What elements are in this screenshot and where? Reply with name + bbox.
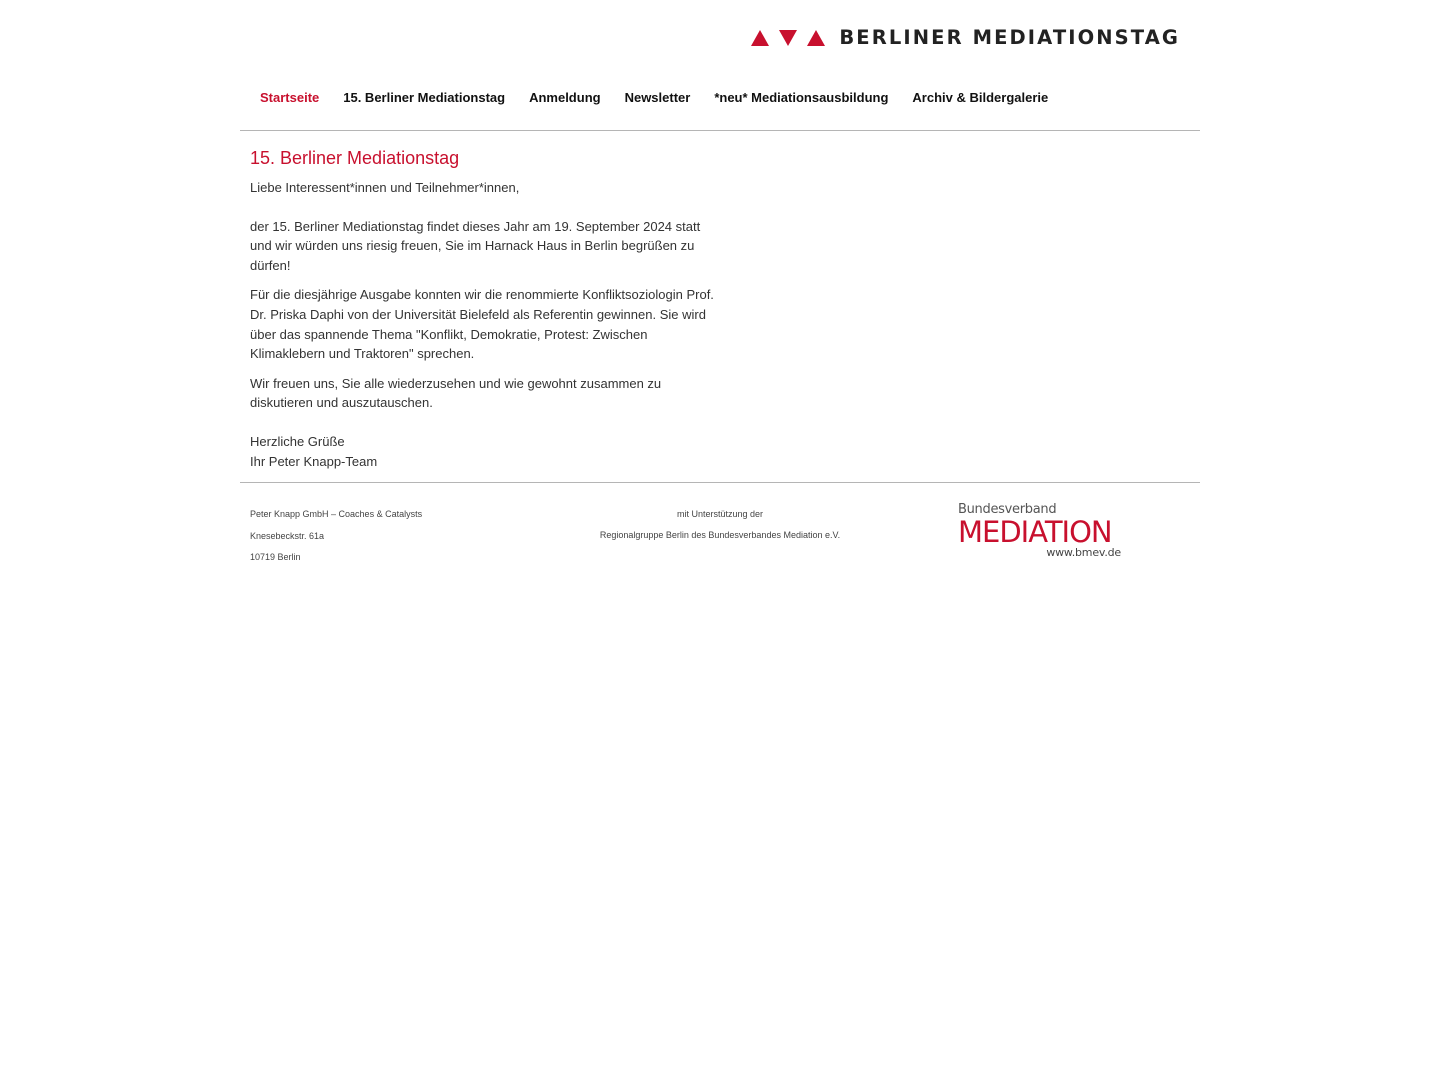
footer-street: Knesebeckstr. 61a xyxy=(250,530,325,541)
footer-support xyxy=(560,508,880,550)
bv-logo-url: www.bmev.de xyxy=(1046,546,1121,559)
footer-support-line2: Regionalgruppe Berlin des Bundesverbandes Mediation e.V. xyxy=(599,530,841,540)
footer-city: 10719 Berlin xyxy=(250,552,301,562)
footer-divider xyxy=(240,482,1200,483)
page-title: 15. Berliner Mediationstag xyxy=(250,148,460,168)
nav-item-mediationsausbildung[interactable]: *neu* Mediationsausbildung xyxy=(714,90,889,105)
intro-paragraph: der 15. Berliner Mediationstag findet dieses Jahr am 19. September 2024 statt und wir würden uns riesig freuen, Sie im Harnack Haus in Berlin begrüßen zu dürfen! xyxy=(250,218,701,273)
page-container xyxy=(240,0,1200,1080)
speaker-paragraph: Für die diesjährige Ausgabe konnten wir die renommierte Konfliktsoziologin Prof. Dr. Priska Daphi von der Universität Bielefeld als Referentin gewinnen. Sie wird über das spannende Thema "Konflikt, Demokratie, Protest: Zwischen Klimaklebern und Traktoren" sprechen. xyxy=(250,287,714,362)
nav-item-newsletter[interactable]: Newsletter xyxy=(624,90,691,105)
closing-paragraph: Wir freuen uns, Sie alle wiederzusehen und wie gewohnt zusammen zu diskutieren und auszutauschen. xyxy=(250,375,662,411)
logo-text: BERLINER MEDIATIONSTAG xyxy=(839,26,1180,49)
triangles-logo-icon xyxy=(751,29,827,47)
footer-company: Peter Knapp GmbH – Coaches & Catalysts xyxy=(250,509,423,519)
greeting-text: Liebe Interessent*innen und Teilnehmer*innen, xyxy=(250,180,520,195)
nav-item-berliner-mediationstag[interactable]: 15. Berliner Mediationstag xyxy=(343,90,506,105)
footer-address xyxy=(250,508,422,573)
footer-support-line1: mit Unterstützung der xyxy=(676,509,764,519)
closing-greeting: Herzliche Grüße xyxy=(250,433,345,449)
bundesverband-mediation-logo[interactable] xyxy=(958,502,1124,562)
header-divider xyxy=(240,130,1200,131)
main-navigation xyxy=(260,89,1072,107)
bv-logo-top: Bundesverband xyxy=(958,502,1057,517)
bv-logo-main: MEDIATION xyxy=(958,515,1112,549)
signature-text: Ihr Peter Knapp-Team xyxy=(250,453,378,469)
nav-item-archiv[interactable]: Archiv & Bildergalerie xyxy=(912,90,1049,105)
nav-item-anmeldung[interactable]: Anmeldung xyxy=(529,90,601,105)
main-content xyxy=(250,146,720,471)
site-logo[interactable] xyxy=(751,26,1180,50)
nav-item-startseite[interactable]: Startseite xyxy=(260,90,320,105)
